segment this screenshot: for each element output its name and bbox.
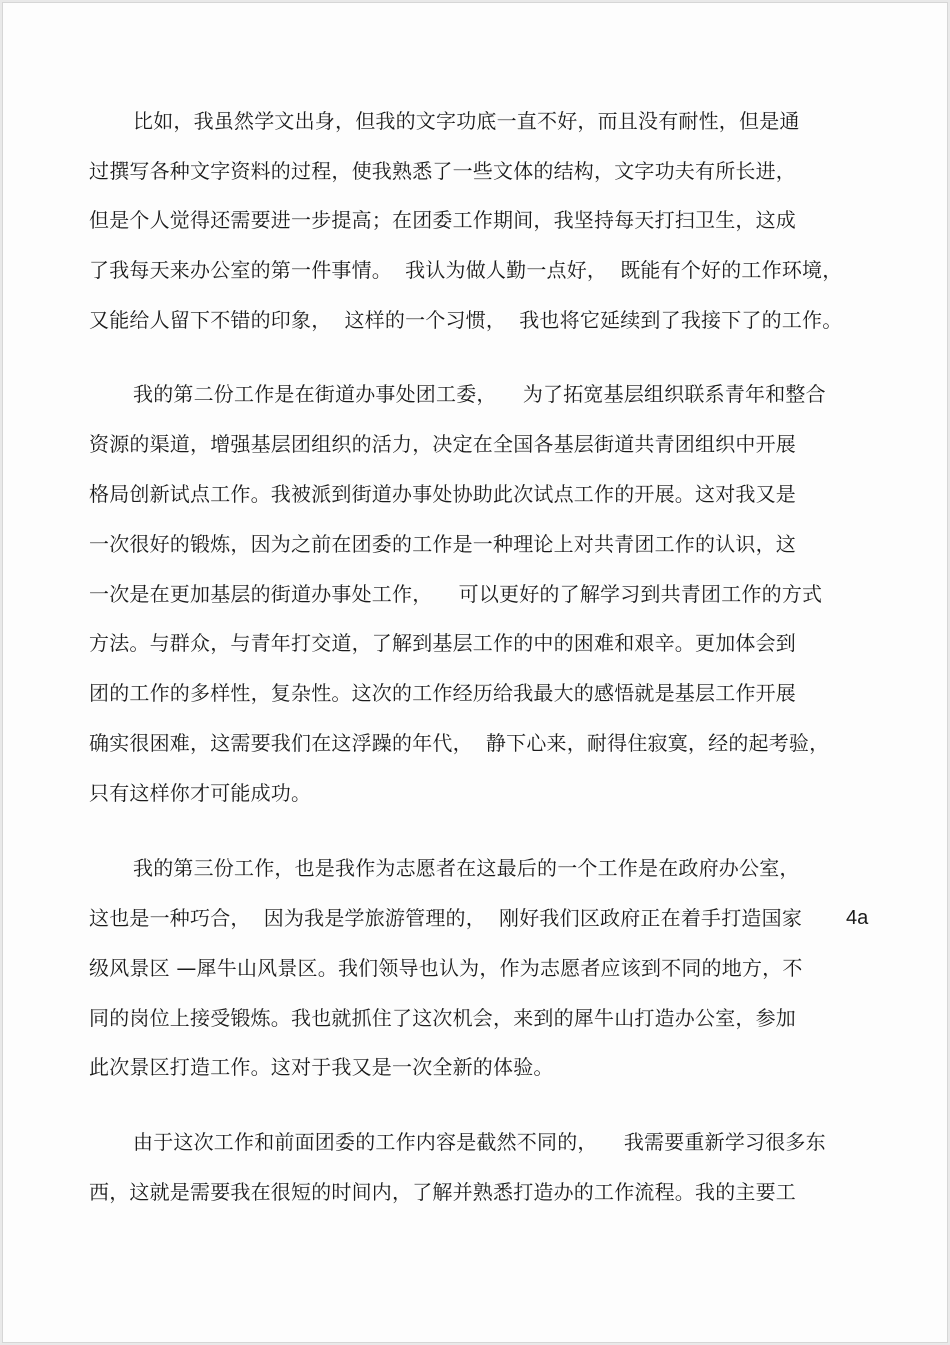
text-line: 由于这次工作和前面团委的工作内容是截然不同的， 我需要重新学习很多东 [133, 1130, 826, 1154]
text-line: 了我每天来办公室的第一件事情。 我认为做人勤一点好， 既能有个好的工作环境， [89, 258, 843, 282]
text-line: 团的工作的多样性，复杂性。这次的工作经历给我最大的感悟就是基层工作开展 [89, 681, 796, 705]
text-line: 一次是在更加基层的街道办事处工作， 可以更好的了解学习到共青团工作的方式 [89, 582, 823, 606]
text-line: 此次景区打造工作。这对于我又是一次全新的体验。 [89, 1055, 554, 1079]
document-page [2, 2, 948, 1343]
text-line: 一次很好的锻炼，因为之前在团委的工作是一种理论上对共青团工作的认识，这 [89, 532, 796, 556]
text-line: 我的第三份工作，也是我作为志愿者在这最后的一个工作是在政府办公室， [133, 856, 800, 880]
text-line: 比如，我虽然学文出身，但我的文字功底一直不好，而且没有耐性，但是通 [133, 109, 800, 133]
text-line: 过撰写各种文字资料的过程，使我熟悉了一些文体的结构，文字功夫有所长进， [89, 159, 796, 183]
text-line: 西，这就是需要我在很短的时间内，了解并熟悉打造办的工作流程。我的主要工 [89, 1180, 796, 1204]
text-line: 同的岗位上接受锻炼。我也就抓住了这次机会，来到的犀牛山打造办公室，参加 [89, 1006, 796, 1030]
inline-note: 4a [846, 907, 869, 929]
text-line: 确实很困难，这需要我们在这浮躁的年代， 静下心来，耐得住寂寞，经的起考验， [89, 731, 830, 755]
text-line: 但是个人觉得还需要进一步提高；在团委工作期间，我坚持每天打扫卫生，这成 [89, 208, 796, 232]
text-line: 格局创新试点工作。我被派到街道办事处协助此次试点工作的开展。这对我又是 [89, 482, 796, 506]
text-line: 我的第二份工作是在街道办事处团工委， 为了拓宽基层组织联系青年和整合 [133, 382, 826, 406]
text-line: 级风景区 —犀牛山风景区。我们领导也认为，作为志愿者应该到不同的地方，不 [89, 956, 803, 980]
text-line: 只有这样你才可能成功。 [89, 781, 312, 805]
text-line: 方法。与群众，与青年打交道，了解到基层工作的中的困难和艰辛。更加体会到 [89, 631, 796, 655]
text-line: 又能给人留下不错的印象， 这样的一个习惯， 我也将它延续到了我接下了的工作。 [89, 308, 843, 332]
text-line: 资源的渠道，增强基层团组织的活力，决定在全国各基层街道共青团组织中开展 [89, 432, 796, 456]
text-line: 这也是一种巧合， 因为我是学旅游管理的， 刚好我们区政府正在着手打造国家 [89, 906, 803, 930]
